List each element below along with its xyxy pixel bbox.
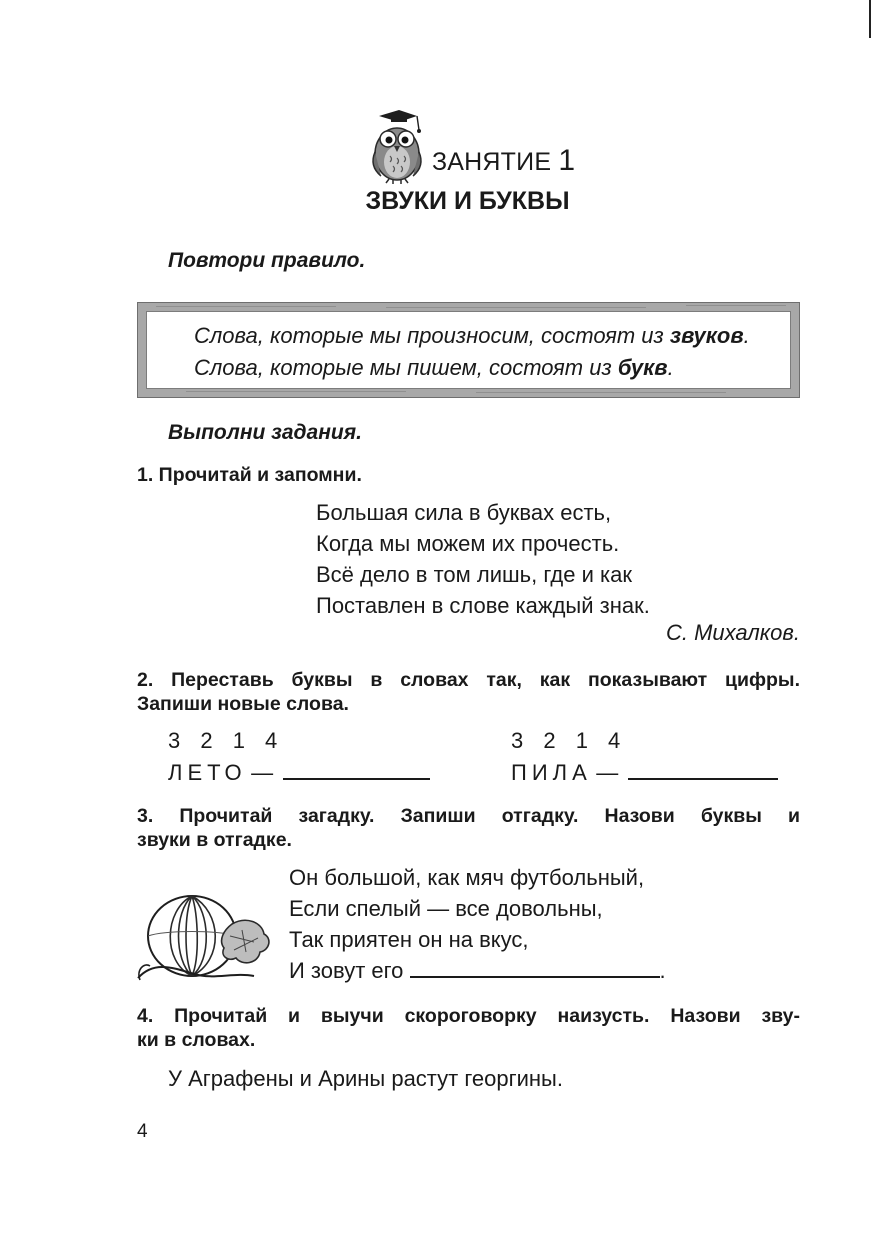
- word2-dash: —: [596, 760, 624, 785]
- riddle-line: Он большой, как мяч футбольный,: [289, 865, 645, 890]
- poem-line: Большая сила в буквах есть,: [316, 500, 612, 525]
- rule-line-letters-text: Слова, которые мы пишем, состоят из: [194, 355, 612, 380]
- riddle-period: .: [659, 958, 666, 983]
- lesson-topic: ЗВУКИ И БУКВЫ: [365, 187, 570, 215]
- instruction-do-tasks: Выполни задания.: [168, 421, 362, 444]
- word1-letters: ЛЕТО: [168, 760, 247, 785]
- riddle-line-answer: [289, 955, 666, 986]
- riddle-answer-line[interactable]: [410, 958, 660, 978]
- rule-keyword-sounds: звуков: [669, 323, 744, 348]
- task3-title-line1: 3. Прочитай загадку. Запиши отгадку. Назови буквы и: [137, 805, 800, 827]
- rule-frame: [137, 302, 800, 398]
- poem-line: Всё дело в том лишь, где и как: [316, 562, 632, 587]
- rule-keyword-letters: букв: [617, 355, 668, 380]
- tongue-twister: У Аграфены и Арины растут георгины.: [168, 1066, 563, 1091]
- word1-dash: —: [251, 760, 279, 785]
- task3-title-line2: звуки в отгадке.: [137, 829, 292, 851]
- instruction-repeat-rule: Повтори правило.: [168, 249, 366, 272]
- word2-letters: ПИЛА: [511, 760, 592, 785]
- word2-row: [511, 760, 778, 786]
- word2-answer-line[interactable]: [628, 760, 778, 780]
- owl-scholar-icon: [363, 108, 433, 184]
- page-number: 4: [137, 1121, 148, 1142]
- task2-title-line1: 2. Переставь буквы в словах так, как показывают цифры.: [137, 669, 800, 691]
- task4-title-line1: 4. Прочитай и выучи скороговорку наизусть. Назови зву-: [137, 1005, 800, 1027]
- word1-answer-line[interactable]: [283, 760, 430, 780]
- lesson-number: 1: [558, 144, 576, 177]
- poem-line: Когда мы можем их прочесть.: [316, 531, 620, 556]
- watermelon-icon: [134, 890, 274, 986]
- riddle-line: Так приятен он на вкус,: [289, 927, 529, 952]
- lesson-heading: [432, 144, 575, 178]
- word1-row: [168, 760, 430, 786]
- task1-title: 1. Прочитай и запомни.: [137, 464, 362, 486]
- rule-line-sounds: [194, 323, 750, 349]
- task1-poem: [316, 497, 650, 621]
- poem-line: Поставлен в слове каждый знак.: [316, 593, 650, 618]
- task4-title-line2: ки в словах.: [137, 1029, 256, 1051]
- riddle-line: И зовут его: [289, 958, 404, 983]
- rule-line-letters: [194, 355, 674, 381]
- riddle-line: Если спелый — все довольны,: [289, 896, 603, 921]
- crop-mark: [869, 0, 871, 38]
- rule-line-sounds-end: .: [743, 323, 750, 348]
- rule-line-letters-end: .: [667, 355, 674, 380]
- lesson-label: ЗАНЯТИЕ: [432, 148, 552, 176]
- word1-digits: 3 2 1 4: [168, 728, 285, 753]
- poem-author: С. Михалков.: [665, 620, 800, 645]
- task2-title-line2: Запиши новые слова.: [137, 693, 349, 715]
- word2-digits: 3 2 1 4: [511, 728, 628, 753]
- rule-line-sounds-text: Слова, которые мы произносим, состоят из: [194, 323, 664, 348]
- task3-riddle: [289, 862, 666, 986]
